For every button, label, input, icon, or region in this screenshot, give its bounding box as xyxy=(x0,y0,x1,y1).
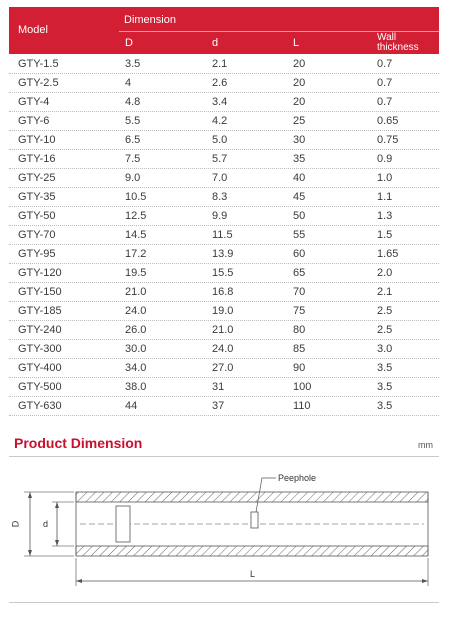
cell-L: 20 xyxy=(293,58,306,70)
cell-D: 10.5 xyxy=(125,191,147,203)
cell-wall: 1.1 xyxy=(377,191,393,203)
cell-model: GTY-35 xyxy=(18,191,56,203)
cell-D: 34.0 xyxy=(125,362,147,374)
cell-d: 24.0 xyxy=(212,343,234,355)
cell-d: 5.0 xyxy=(212,134,228,146)
cell-D: 19.5 xyxy=(125,267,147,279)
cell-L: 30 xyxy=(293,134,306,146)
table-row xyxy=(9,397,439,416)
cell-model: GTY-185 xyxy=(18,305,62,317)
cell-d: 2.6 xyxy=(212,77,228,89)
table-row xyxy=(9,283,439,302)
table-row xyxy=(9,112,439,131)
cell-model: GTY-70 xyxy=(18,229,56,241)
cell-wall: 0.9 xyxy=(377,153,393,165)
table-row xyxy=(9,188,439,207)
cell-D: 21.0 xyxy=(125,286,147,298)
cell-wall: 0.65 xyxy=(377,115,399,127)
cell-d: 19.0 xyxy=(212,305,234,317)
cell-model: GTY-300 xyxy=(18,343,62,355)
cell-wall: 2.5 xyxy=(377,305,393,317)
cell-D: 44 xyxy=(125,400,138,412)
cell-L: 20 xyxy=(293,96,306,108)
table-row xyxy=(9,74,439,93)
cell-d: 3.4 xyxy=(212,96,228,108)
cell-d: 13.9 xyxy=(212,248,234,260)
cell-d: 11.5 xyxy=(212,229,233,241)
cell-L: 45 xyxy=(293,191,306,203)
cell-L: 25 xyxy=(293,115,306,127)
cell-wall: 0.7 xyxy=(377,96,393,108)
cell-model: GTY-240 xyxy=(18,324,62,336)
cell-wall: 3.5 xyxy=(377,362,393,374)
cell-L: 75 xyxy=(293,305,306,317)
table-row xyxy=(9,207,439,226)
header-model: Model xyxy=(18,24,48,36)
cell-L: 55 xyxy=(293,229,306,241)
cell-L: 100 xyxy=(293,381,312,393)
cell-d: 9.9 xyxy=(212,210,228,222)
cell-D: 3.5 xyxy=(125,58,141,70)
cell-wall: 1.3 xyxy=(377,210,393,222)
cell-d: 16.8 xyxy=(212,286,234,298)
peephole xyxy=(251,512,258,528)
cell-model: GTY-6 xyxy=(18,115,50,127)
cell-D: 4.8 xyxy=(125,96,141,108)
cell-model: GTY-50 xyxy=(18,210,56,222)
cell-model: GTY-10 xyxy=(18,134,56,146)
cell-d: 2.1 xyxy=(212,58,228,70)
cell-model: GTY-630 xyxy=(18,400,62,412)
cell-L: 85 xyxy=(293,343,306,355)
table-row xyxy=(9,264,439,283)
cell-d: 4.2 xyxy=(212,115,228,127)
table-row xyxy=(9,378,439,397)
cell-d: 5.7 xyxy=(212,153,228,165)
cell-model: GTY-4 xyxy=(18,96,50,108)
cell-wall: 0.7 xyxy=(377,58,393,70)
cell-D: 4 xyxy=(125,77,132,89)
cell-L: 70 xyxy=(293,286,306,298)
cell-L: 50 xyxy=(293,210,306,222)
cell-d: 27.0 xyxy=(212,362,234,374)
cell-model: GTY-150 xyxy=(18,286,62,298)
L-label: L xyxy=(250,569,256,579)
header-L: L xyxy=(293,37,300,49)
table-row xyxy=(9,150,439,169)
cell-wall: 2.0 xyxy=(377,267,393,279)
cell-wall: 1.65 xyxy=(377,248,399,260)
header-wall-thickness: Wall thickness xyxy=(377,32,419,53)
table-row xyxy=(9,169,439,188)
cell-L: 90 xyxy=(293,362,306,374)
D-label: D xyxy=(10,520,21,528)
table-row xyxy=(9,131,439,150)
cell-D: 24.0 xyxy=(125,305,147,317)
cell-model: GTY-95 xyxy=(18,248,56,260)
section-divider-top xyxy=(9,456,439,457)
cell-L: 80 xyxy=(293,324,306,336)
tube-wall-top xyxy=(76,492,428,502)
table-row xyxy=(9,340,439,359)
cell-D: 17.2 xyxy=(125,248,147,260)
cell-wall: 0.75 xyxy=(377,134,399,146)
table-row xyxy=(9,55,439,74)
cell-wall: 0.7 xyxy=(377,77,393,89)
peephole-label: Peephole xyxy=(278,473,317,483)
cell-L: 35 xyxy=(293,153,306,165)
header-dimension: Dimension xyxy=(124,14,176,26)
table-row xyxy=(9,302,439,321)
cell-wall: 3.0 xyxy=(377,343,393,355)
cell-D: 12.5 xyxy=(125,210,147,222)
header-D: D xyxy=(125,37,133,49)
unit-label: mm xyxy=(418,440,433,450)
cell-d: 7.0 xyxy=(212,172,228,184)
cell-model: GTY-400 xyxy=(18,362,62,374)
tube-diagram xyxy=(0,460,450,600)
cell-model: GTY-16 xyxy=(18,153,56,165)
table-header xyxy=(9,7,439,54)
cell-model: GTY-120 xyxy=(18,267,62,279)
cell-L: 60 xyxy=(293,248,306,260)
cell-D: 6.5 xyxy=(125,134,141,146)
cell-d: 8.3 xyxy=(212,191,228,203)
cell-model: GTY-25 xyxy=(18,172,56,184)
cell-wall: 3.5 xyxy=(377,381,393,393)
table-row xyxy=(9,93,439,112)
table-row xyxy=(9,226,439,245)
section-title: Product Dimension xyxy=(14,435,143,451)
d-label: d xyxy=(43,519,49,529)
table-body xyxy=(9,55,439,416)
cell-model: GTY-2.5 xyxy=(18,77,59,89)
cell-wall: 1.5 xyxy=(377,229,393,241)
cell-d: 37 xyxy=(212,400,225,412)
cell-d: 21.0 xyxy=(212,324,234,336)
table-row xyxy=(9,321,439,340)
cell-wall: 2.1 xyxy=(377,286,393,298)
cell-model: GTY-500 xyxy=(18,381,62,393)
cell-D: 38.0 xyxy=(125,381,147,393)
cell-L: 20 xyxy=(293,77,306,89)
table-row xyxy=(9,245,439,264)
cell-D: 26.0 xyxy=(125,324,147,336)
section-divider-bottom xyxy=(9,602,439,603)
cell-d: 31 xyxy=(212,381,225,393)
table-row xyxy=(9,359,439,378)
cell-L: 40 xyxy=(293,172,306,184)
header-d: d xyxy=(212,37,219,49)
cell-D: 7.5 xyxy=(125,153,141,165)
cell-wall: 2.5 xyxy=(377,324,393,336)
tube-wall-bottom xyxy=(76,546,428,556)
cell-model: GTY-1.5 xyxy=(18,58,59,70)
cell-D: 9.0 xyxy=(125,172,141,184)
cell-L: 65 xyxy=(293,267,306,279)
stop-block xyxy=(116,506,130,542)
cell-L: 110 xyxy=(293,400,311,412)
cell-d: 15.5 xyxy=(212,267,234,279)
cell-D: 30.0 xyxy=(125,343,147,355)
cell-D: 5.5 xyxy=(125,115,141,127)
cell-wall: 3.5 xyxy=(377,400,393,412)
cell-D: 14.5 xyxy=(125,229,147,241)
cell-wall: 1.0 xyxy=(377,172,393,184)
